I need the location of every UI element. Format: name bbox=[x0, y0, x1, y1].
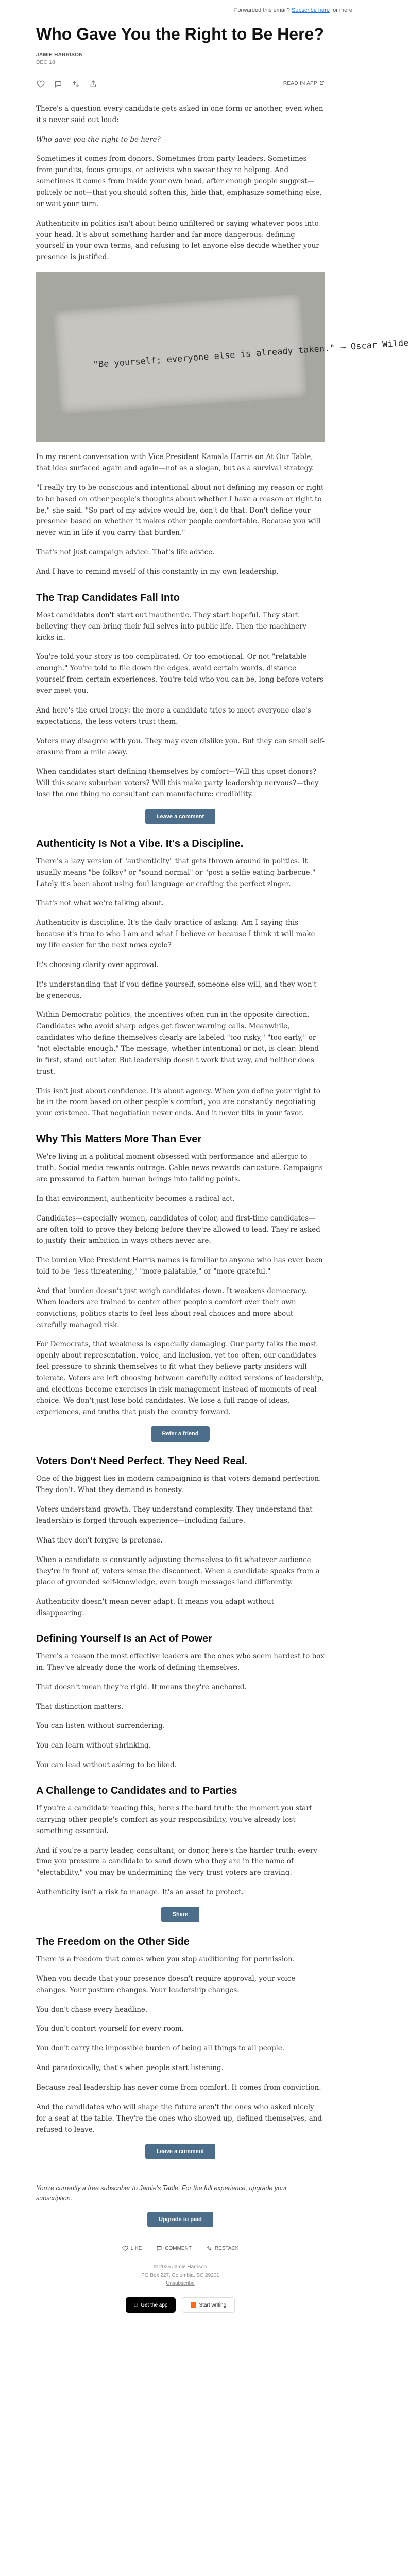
section-heading: The Freedom on the Other Side bbox=[36, 1936, 190, 1948]
paragraph: You can learn without shrinking. bbox=[36, 1741, 151, 1750]
like-button[interactable] bbox=[122, 2245, 142, 2251]
paragraph: When candidates start defining themselves by comfort—Will this upset donors? Will this scare suburban voters? Will this make party leadership nervous?—they lose the one thing no consultant can manufacture: credibility. bbox=[36, 768, 319, 799]
paragraph: There's a reason the most effective leaders are the ones who seem hardest to box in. They've already done the work of defining themselves. bbox=[36, 1652, 325, 1672]
paragraph: And if you're a party leader, consultant, or donor, here's the harder truth: every time you pressure a candidate to sand down who they are in the name of "electability," you may be undermining the very trust voters are craving. bbox=[36, 1846, 318, 1877]
forwarded-banner bbox=[0, 0, 361, 13]
paragraph: Most candidates don't start out inauthentic. They start hopeful. They start believing they can bring their full selves into public life. Then the machinery kicks in. bbox=[36, 611, 307, 642]
paragraph: That doesn't mean they're rigid. It means they're anchored. bbox=[36, 1683, 247, 1691]
paragraph: You're told your story is too complicated. Or too emotional. Or not "relatable enough." You're told to file down the edges, avoid certain words, distance yourself from certain experiences. You're told who you can be, long before voters ever meet you. bbox=[36, 653, 323, 695]
paragraph: Candidates—especially women, candidates of color, and first-time candidates—are often told to prove they belong before they're allowed to lead. They're asked to justify their ambition in ways others never are. bbox=[36, 1214, 320, 1245]
paragraph: That distinction matters. bbox=[36, 1702, 124, 1711]
leave-comment-button-bottom[interactable]: Leave a comment bbox=[145, 2144, 215, 2159]
paragraph: And that burden doesn't just weigh candidates down. It weakens democracy. When leaders are trained to center other people's comfort over their own convictions, politics starts to feel less about real choices and more about carefully managed risk. bbox=[36, 1286, 307, 1329]
paragraph: You don't carry the impossible burden of being all things to all people. bbox=[36, 2044, 285, 2053]
section-heading: Authenticity Is Not a Vibe. It's a Discipline. bbox=[36, 838, 244, 850]
restack-icon[interactable] bbox=[71, 79, 80, 89]
paragraph: When a candidate is constantly adjusting themselves to fit whatever audience they're in front of, voters sense the disconnect. When a candidate speaks from a place of grounded self-knowledge, even tough messages land differently. bbox=[36, 1555, 320, 1587]
paragraph: And here's the cruel irony: the more a candidate tries to meet everyone else's expectations, the less voters trust them. bbox=[36, 706, 311, 726]
paragraph: "I really try to be conscious and intentional about not defining my reason or right to be based on other people's thoughts about whether I have a reason or right to be," she said. "So part of my advice would be, don't do that. Don't define your presence based on whether it makes other people comfortable. Because you will never win in life if you carry that burden." bbox=[36, 483, 324, 537]
leave-comment-button[interactable]: Leave a comment bbox=[145, 809, 215, 824]
section-heading: Defining Yourself Is an Act of Power bbox=[36, 1633, 212, 1645]
paragraph: In that environment, authenticity becomes a radical act. bbox=[36, 1194, 235, 1203]
external-link-icon bbox=[319, 80, 325, 87]
paragraph: One of the biggest lies in modern campaigning is that voters demand perfection. They don't. What they demand is honesty. bbox=[36, 1475, 321, 1495]
paragraph: Within Democratic politics, the incentives often run in the opposite direction. Candidates who avoid sharp edges get fewer warning calls. Meanwhile, candidates who define themselves clearly are labeled "too risky," "too early," or "not electable enough." The message, whether intentional or not, is clear: blend in first, stand out later. But leadership doesn't work that way, and neither does trust. bbox=[36, 1011, 319, 1076]
paragraph: That's not what we're talking about. bbox=[36, 899, 164, 908]
paragraph: You don't contort yourself for every room. bbox=[36, 2025, 184, 2033]
refer-friend-button[interactable]: Refer a friend bbox=[151, 1426, 210, 1442]
paragraph: Authenticity doesn't mean never adapt. It means you adapt without disappearing. bbox=[36, 1598, 275, 1618]
paragraph: If you're a candidate reading this, here's the hard truth: the moment you start carrying other people's comfort as your responsibility, you've already lost something essential. bbox=[36, 1804, 313, 1835]
paragraph: And paradoxically, that's when people start listening. bbox=[36, 2064, 224, 2073]
paragraph: You don't chase every headline. bbox=[36, 2005, 148, 2014]
paragraph: You can lead without asking to be liked. bbox=[36, 1761, 177, 1770]
substack-logo-icon bbox=[191, 2302, 196, 2308]
get-app-label: Get the app bbox=[139, 2302, 166, 2308]
paragraph: When you decide that your presence doesn't require approval, your voice changes. Your posture changes. Your leadership changes. bbox=[36, 1974, 296, 1994]
subscribe-link[interactable]: Subscribe here bbox=[291, 7, 330, 13]
comment-button[interactable] bbox=[156, 2245, 192, 2251]
free-subscriber-note: You're currently a free subscriber to Jamie's Table. For the full experience, upgrade your subscription. bbox=[36, 2184, 287, 2202]
paragraph: Authenticity is discipline. It's the daily practice of asking: Am I saying this because it's true to who I am and what I believe or because I think it will make my life easier for the next news cycle? bbox=[36, 919, 315, 950]
forwarded-suffix: for more bbox=[331, 7, 352, 13]
apple-icon bbox=[134, 2302, 138, 2308]
paragraph: What they don't forgive is pretense. bbox=[36, 1536, 163, 1545]
paragraph: In my recent conversation with Vice President Kamala Harris on At Our Table, that idea surfaced again and again—not as a slogan, but as a survival strategy. bbox=[36, 453, 314, 472]
section-heading: A Challenge to Candidates and to Parties bbox=[36, 1785, 237, 1797]
section-heading: Voters Don't Need Perfect. They Need Real. bbox=[36, 1455, 248, 1467]
paragraph: There is a freedom that comes when you stop auditioning for permission. bbox=[36, 1955, 295, 1964]
footer-copyright bbox=[36, 2263, 325, 2288]
restack-button[interactable] bbox=[206, 2245, 239, 2251]
byline bbox=[36, 51, 325, 66]
paragraph: It's choosing clarity over approval. bbox=[36, 960, 159, 969]
heart-icon[interactable] bbox=[36, 79, 45, 89]
paragraph: The burden Vice President Harris names is familiar to anyone who has ever been told to be "less threatening," "more palatable," or "more grateful." bbox=[36, 1256, 323, 1276]
comment-icon bbox=[156, 2245, 162, 2251]
read-in-app-button[interactable] bbox=[283, 80, 325, 87]
start-writing-button[interactable] bbox=[182, 2297, 235, 2313]
read-in-app-label: READ IN APP bbox=[283, 81, 317, 87]
paragraph: Voters may disagree with you. They may even dislike you. But they can smell self-erasure from a mile away. bbox=[36, 737, 325, 757]
paragraph: This isn't just about confidence. It's about agency. When you define your right to be in the room based on other people's comfort, you are constantly negotiating your existence. That negotiation never ends. And it never tilts in your favor. bbox=[36, 1087, 320, 1118]
paragraph: That's not just campaign advice. That's life advice. bbox=[36, 548, 215, 557]
heart-icon bbox=[122, 2245, 128, 2251]
hero-quote: "Be yourself; everyone else is already taken." — Oscar Wilde bbox=[93, 337, 409, 370]
unsubscribe-link[interactable]: Unsubscribe bbox=[166, 2281, 195, 2287]
section-heading: Why This Matters More Than Ever bbox=[36, 1133, 202, 1145]
paragraph: Voters understand growth. They understand complexity. They understand that leadership is forged through experience—including failure. bbox=[36, 1505, 313, 1525]
paragraph: Sometimes it comes from donors. Sometimes from party leaders. Sometimes from pundits, focus groups, or activists who swear they're helping. And sometimes it comes from inside your own head, after enough people suggest—politely or not—that you should soften this, hide that, emphasize something else, or wait your turn. bbox=[36, 155, 322, 208]
paragraph: There's a lazy version of "authenticity" that gets thrown around in politics. It usually means "be folksy" or "sound normal" or "post a selfie eating barbecue." Lately it's been about using foul language or crafting the perfect zinger. bbox=[36, 857, 316, 888]
address-text: PO Box 227, Columbia, SC 29201 bbox=[141, 2273, 219, 2279]
restack-icon bbox=[206, 2245, 212, 2251]
footer-action-bar bbox=[36, 2239, 325, 2258]
paragraph: And the candidates who will shape the future aren't the ones who asked nicely for a seat at the table. They're the ones who showed up, defined themselves, and refused to leave. bbox=[36, 2103, 322, 2134]
paragraph: For Democrats, that weakness is especially damaging. Our party talks the most openly about representation, voice, and inclusion, yet too often, our candidates feel pressure to shrink themselves to fit what they believe party insiders will tolerate. Voters are left choosing between carefully edited versions of leadership, and elections become exercises in risk management instead of moments of real choice. We don't just lose bold candidates. We lose a full range of ideas, experiences, and truths that push the country forward. bbox=[36, 1340, 324, 1416]
paragraph: It's understanding that if you define yourself, someone else will, and they won't be generous. bbox=[36, 980, 317, 1000]
paragraph: We're living in a political moment obsessed with performance and allergic to truth. Social media rewards outrage. Cable news rewards caricature. Campaigns are pressured to flatten human beings into talking points. bbox=[36, 1153, 323, 1183]
restack-label: RESTACK bbox=[214, 2245, 239, 2251]
get-app-button[interactable] bbox=[126, 2297, 176, 2313]
paragraph bbox=[36, 134, 325, 146]
paragraph: And I have to remind myself of this constantly in my own leadership. bbox=[36, 567, 279, 576]
section-heading: The Trap Candidates Fall Into bbox=[36, 591, 180, 603]
paragraph: You can listen without surrendering. bbox=[36, 1722, 165, 1731]
article bbox=[36, 25, 409, 2313]
comment-icon[interactable] bbox=[54, 79, 63, 89]
paragraph: Authenticity isn't a risk to manage. It's an asset to protect. bbox=[36, 1888, 244, 1897]
paragraph: There's a question every candidate gets asked in one form or another, even when it's never said out loud: bbox=[36, 104, 323, 124]
publish-date: DEC 18 bbox=[36, 59, 55, 65]
paragraph: Authenticity in politics isn't about being unfiltered or saying whatever pops into your head. It's about something harder and far more dangerous: defining yourself in your own terms, and refusing to let anyone else decide whether your presence is justified. bbox=[36, 219, 319, 262]
upgrade-button[interactable]: Upgrade to paid bbox=[147, 2212, 213, 2227]
app-links bbox=[36, 2297, 325, 2313]
paragraph: Because real leadership has never come from comfort. It comes from conviction. bbox=[36, 2083, 321, 2092]
comment-label: COMMENT bbox=[165, 2245, 192, 2251]
share-icon[interactable] bbox=[89, 79, 98, 89]
share-button[interactable]: Share bbox=[161, 1907, 200, 1922]
hero-image[interactable] bbox=[36, 272, 409, 442]
emphasis-text: Who gave you the right to be here? bbox=[36, 135, 161, 144]
copyright-text: © 2025 Jamie Harrison bbox=[154, 2264, 207, 2270]
forwarded-text: Forwarded this email? bbox=[234, 7, 290, 13]
article-title[interactable]: Who Gave You the Right to Be Here? bbox=[36, 25, 324, 43]
action-bar bbox=[36, 75, 325, 93]
like-label: LIKE bbox=[130, 2245, 142, 2251]
start-writing-label: Start writing bbox=[197, 2302, 225, 2308]
author-name[interactable]: JAMIE HARRISON bbox=[36, 52, 83, 58]
